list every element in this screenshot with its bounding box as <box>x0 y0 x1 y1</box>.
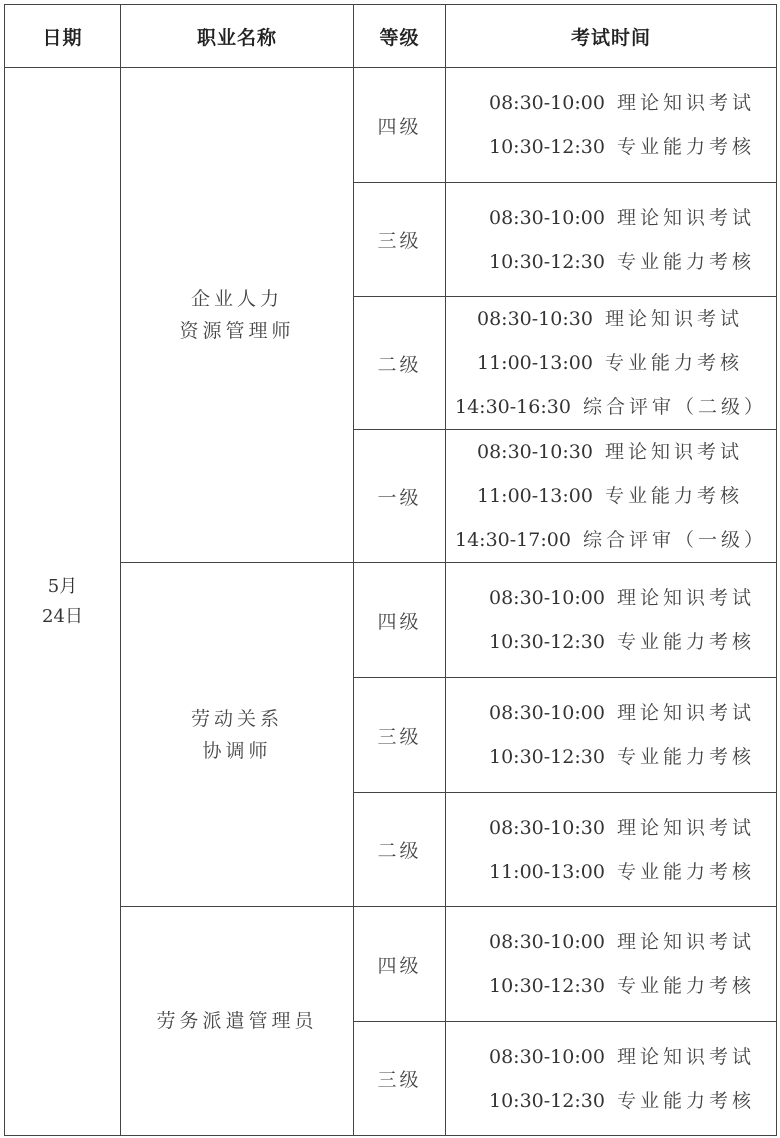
level-cell: 四级 <box>354 907 446 1022</box>
occupation-name-cell <box>121 907 354 1136</box>
time-range: 08:30-10:00 <box>488 587 605 609</box>
time-slot <box>455 297 767 341</box>
time-slot <box>467 735 755 779</box>
occupation-name-line: 企业人力 <box>190 288 283 310</box>
time-slot <box>467 1079 755 1123</box>
level-cell: 二级 <box>354 297 446 430</box>
time-slot <box>467 240 755 284</box>
time-range: 08:30-10:00 <box>488 92 605 114</box>
exam-subject: 理论知识考试 <box>616 702 755 724</box>
exam-subject: 理论知识考试 <box>616 587 755 609</box>
time-range: 08:30-10:30 <box>488 816 605 839</box>
time-slot-list <box>467 1035 755 1123</box>
time-slot <box>455 385 767 429</box>
time-slot <box>467 806 755 850</box>
time-slot <box>467 920 755 964</box>
exam-subject: 理论知识考试 <box>616 206 755 229</box>
level-cell: 一级 <box>354 430 446 563</box>
date-cell <box>5 68 121 1136</box>
exam-time-cell <box>446 430 777 563</box>
exam-subject: 专业能力考核 <box>616 136 755 158</box>
time-range: 08:30-10:30 <box>476 441 593 463</box>
time-slot <box>455 430 767 474</box>
time-range: 14:30-16:30 <box>454 396 571 418</box>
level-cell: 二级 <box>354 793 446 907</box>
time-slot-list <box>467 196 755 284</box>
time-slot <box>467 691 755 735</box>
exam-subject: 理论知识考试 <box>604 308 743 330</box>
level-cell: 三级 <box>354 183 446 297</box>
exam-subject: 理论知识考试 <box>616 1045 755 1068</box>
time-range: 11:00-13:00 <box>476 352 593 374</box>
time-slot-list <box>467 920 755 1008</box>
header-occupation: 职业名称 <box>121 5 354 68</box>
exam-time-cell <box>446 68 777 183</box>
exam-time-cell <box>446 297 777 430</box>
exam-time-cell <box>446 183 777 297</box>
time-range: 08:30-10:30 <box>476 308 593 330</box>
time-range: 10:30-12:30 <box>488 631 605 653</box>
exam-subject: 专业能力考核 <box>616 1089 755 1112</box>
time-slot <box>467 964 755 1008</box>
time-range: 10:30-12:30 <box>488 136 605 158</box>
date-month: 5月 <box>47 575 78 597</box>
exam-subject: 理论知识考试 <box>616 816 755 839</box>
exam-subject: 专业能力考核 <box>616 860 755 883</box>
time-slot-list <box>467 806 755 894</box>
time-slot-list <box>455 297 767 429</box>
time-slot <box>467 576 755 620</box>
time-slot-list <box>467 81 755 169</box>
header-row <box>5 5 777 68</box>
time-range: 10:30-12:30 <box>488 746 605 768</box>
occupation-name-line: 劳动关系 <box>190 707 283 730</box>
exam-subject: 理论知识考试 <box>604 441 743 463</box>
exam-subject: 综合评审（二级） <box>582 396 767 418</box>
exam-time-cell <box>446 907 777 1022</box>
schedule-body <box>5 68 777 1136</box>
time-range: 10:30-12:30 <box>488 250 605 273</box>
level-cell: 四级 <box>354 68 446 183</box>
time-slot <box>467 850 755 894</box>
occupation-name-line: 资源管理师 <box>179 320 295 342</box>
exam-time-cell <box>446 1022 777 1136</box>
exam-subject: 专业能力考核 <box>604 352 743 374</box>
exam-time-cell <box>446 563 777 678</box>
exam-subject: 理论知识考试 <box>616 92 755 114</box>
exam-subject: 专业能力考核 <box>616 975 755 997</box>
level-cell: 三级 <box>354 1022 446 1136</box>
header-level: 等级 <box>354 5 446 68</box>
time-range: 08:30-10:00 <box>488 1045 605 1068</box>
header-date: 日期 <box>5 5 121 68</box>
time-slot <box>467 196 755 240</box>
exam-time-cell <box>446 678 777 793</box>
occupation-name-line: 劳务派遣管理员 <box>156 1010 318 1032</box>
exam-subject: 理论知识考试 <box>616 931 755 953</box>
date-day: 24日 <box>42 605 83 627</box>
time-slot <box>467 1035 755 1079</box>
time-slot <box>467 81 755 125</box>
exam-time-cell <box>446 793 777 907</box>
exam-subject: 专业能力考核 <box>616 631 755 653</box>
time-slot-list <box>467 691 755 779</box>
level-cell: 三级 <box>354 678 446 793</box>
time-range: 11:00-13:00 <box>488 860 605 883</box>
time-slot-list <box>467 576 755 664</box>
occupation-name-line: 协调师 <box>202 739 272 762</box>
time-slot <box>467 620 755 664</box>
time-range: 14:30-17:00 <box>454 529 571 551</box>
level-cell: 四级 <box>354 563 446 678</box>
time-slot <box>455 518 767 562</box>
exam-subject: 专业能力考核 <box>604 485 743 507</box>
time-range: 08:30-10:00 <box>488 702 605 724</box>
occupation-name-cell <box>121 68 354 563</box>
time-range: 08:30-10:00 <box>488 931 605 953</box>
table-row <box>5 68 777 183</box>
exam-subject: 专业能力考核 <box>616 746 755 768</box>
header-exam-time: 考试时间 <box>446 5 777 68</box>
time-range: 11:00-13:00 <box>476 485 593 507</box>
exam-schedule-table <box>4 4 777 1136</box>
time-range: 10:30-12:30 <box>488 1089 605 1112</box>
time-slot <box>467 125 755 169</box>
occupation-name-cell <box>121 563 354 907</box>
table-row <box>5 563 777 678</box>
table-row <box>5 907 777 1022</box>
time-range: 10:30-12:30 <box>488 975 605 997</box>
time-slot <box>455 341 767 385</box>
time-slot <box>455 474 767 518</box>
exam-subject: 专业能力考核 <box>616 250 755 273</box>
time-range: 08:30-10:00 <box>488 206 605 229</box>
time-slot-list <box>455 430 767 562</box>
exam-subject: 综合评审（一级） <box>582 529 767 551</box>
